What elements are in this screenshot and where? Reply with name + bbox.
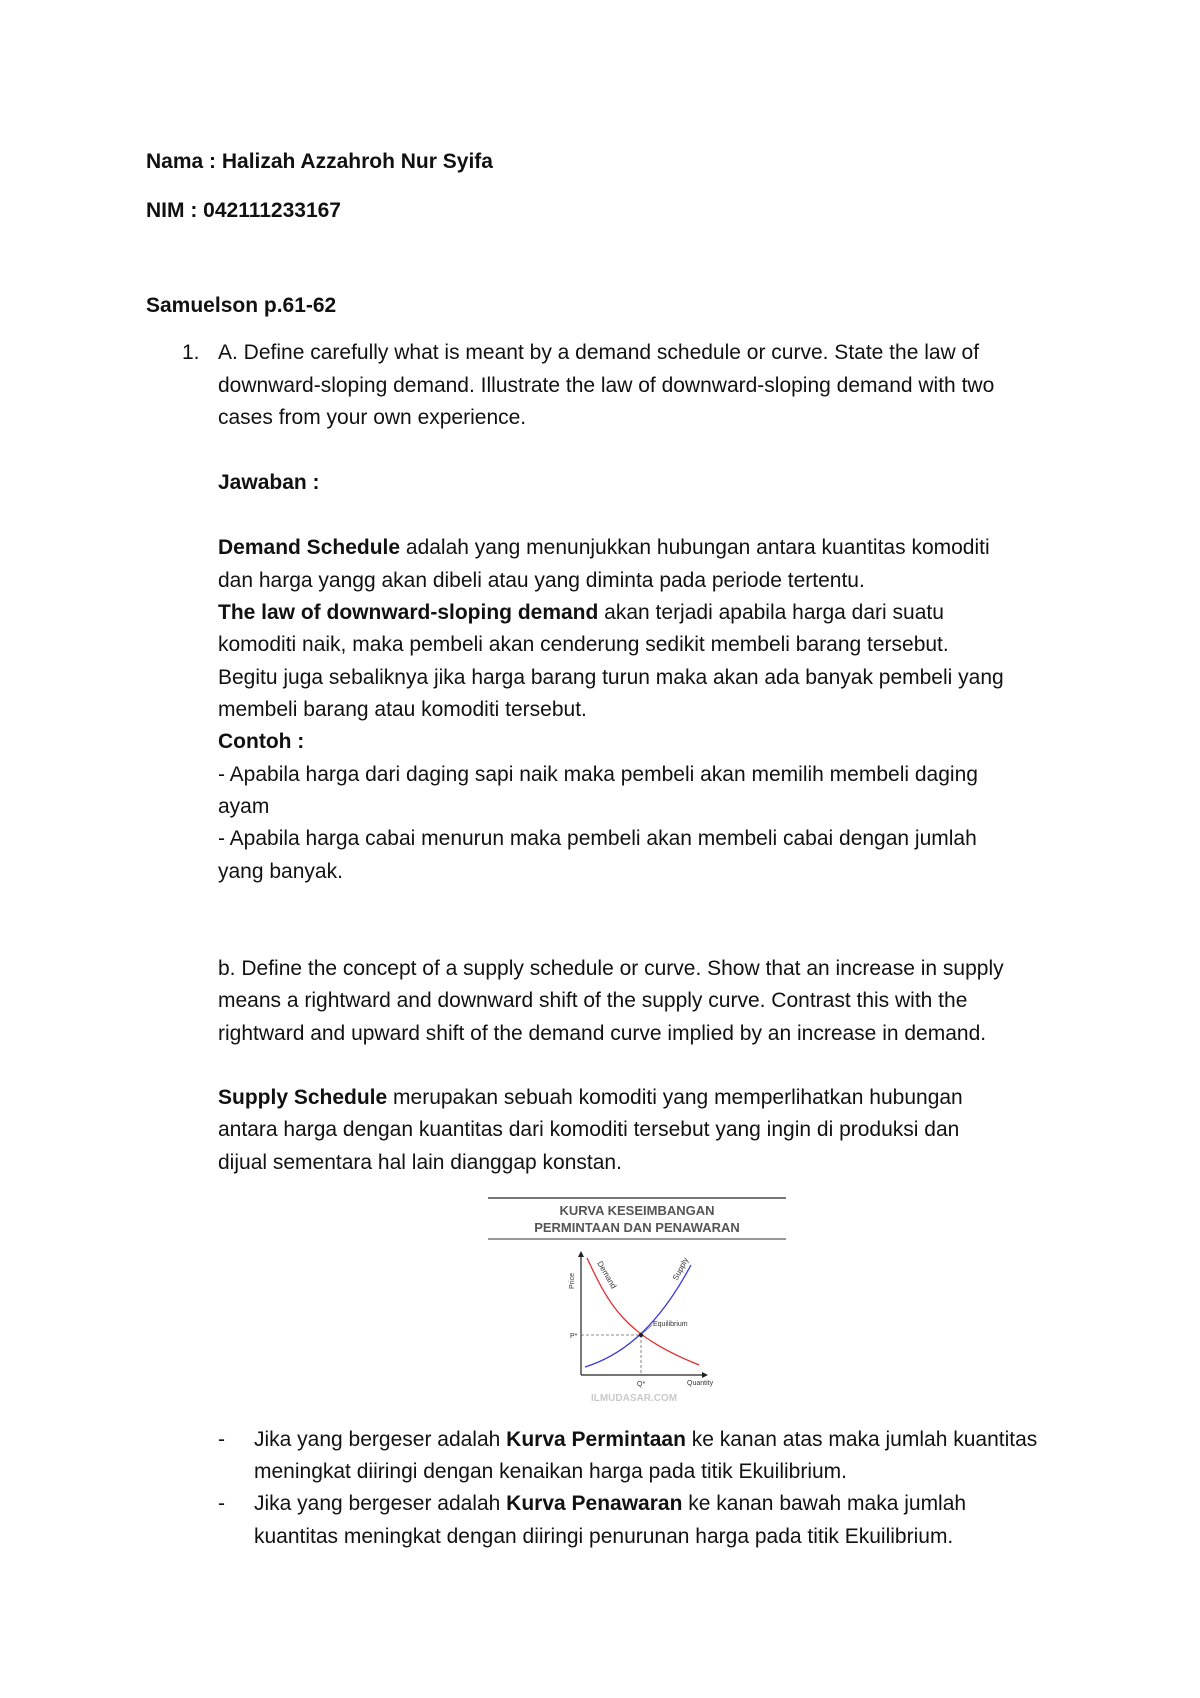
question-b-line: rightward and upward shift of the demand curve implied by an increase in demand.	[218, 1022, 987, 1045]
bullet-2-cont: kuantitas meningkat dengan diiringi penurunan harga pada titik Ekuilibrium.	[254, 1525, 954, 1548]
supply-schedule-text-3: dijual sementara hal lain dianggap konstan.	[218, 1151, 622, 1174]
demand-schedule-term: Demand Schedule	[218, 536, 401, 559]
bullet-1	[254, 1424, 1037, 1457]
equilibrium-label: Equilibrium	[653, 1321, 688, 1328]
figure-title-1: KURVA KESEIMBANGAN	[559, 1203, 715, 1218]
example-2: - Apabila harga cabai menurun maka pembeli akan membeli cabai dengan jumlah	[218, 827, 977, 850]
supply-schedule-definition	[218, 1082, 963, 1115]
bullet-2	[254, 1488, 966, 1521]
equilibrium-point	[639, 1333, 643, 1337]
example-1: - Apabila harga dari daging sapi naik maka pembeli akan memilih membeli daging	[218, 763, 978, 786]
figure-title-2: PERMINTAAN DAN PENAWARAN	[534, 1220, 740, 1235]
question-b-line: means a rightward and downward shift of the supply curve. Contrast this with the	[218, 989, 968, 1012]
supply-schedule-text: merupakan sebuah komoditi yang memperlihatkan hubungan	[387, 1086, 963, 1109]
demand-label: Demand	[595, 1259, 619, 1291]
equilibrium-figure	[484, 1195, 790, 1407]
bullet-1-post: ke kanan atas maka jumlah kuantitas	[685, 1428, 1038, 1451]
law-definition	[218, 597, 944, 630]
question-b-line: b. Define the concept of a supply schedule or curve. Show that an increase in supply	[218, 957, 1004, 980]
x-axis-label: Quantity	[687, 1380, 714, 1387]
q-label: Q*	[637, 1381, 646, 1388]
bullet-2-term: Kurva Penawaran	[506, 1492, 683, 1515]
demand-schedule-text-2: dan harga yangg akan dibeli atau yang diminta pada periode tertentu.	[218, 569, 865, 592]
law-text-2: komoditi naik, maka pembeli akan cenderung sedikit membeli barang tersebut.	[218, 633, 949, 656]
bullet-2-pre: Jika yang bergeser adalah	[254, 1492, 507, 1515]
bullet-1-pre: Jika yang bergeser adalah	[254, 1428, 507, 1451]
bullet-1-cont: meningkat diiringi dengan kenaikan harga pada titik Ekuilibrium.	[254, 1460, 848, 1483]
student-name: Nama : Halizah Azzahroh Nur Syifa	[146, 150, 493, 173]
section-title: Samuelson p.61-62	[146, 294, 337, 317]
y-axis-label: Price	[569, 1273, 576, 1289]
law-text-3: Begitu juga sebaliknya jika harga barang turun maka akan ada banyak pembeli yang	[218, 666, 1004, 689]
question-1-line: downward-sloping demand. Illustrate the law of downward-sloping demand with two	[218, 374, 995, 397]
law-text-4: membeli barang atau komoditi tersebut.	[218, 698, 587, 721]
demand-schedule-definition	[218, 532, 990, 565]
figure-watermark: ILMUDASAR.COM	[590, 1393, 678, 1404]
question-1-line: cases from your own experience.	[218, 406, 527, 429]
question-1-line: A. Define carefully what is meant by a demand schedule or curve. State the law of	[218, 341, 980, 364]
y-axis-arrow	[578, 1251, 584, 1257]
bullet-2-post: ke kanan bawah maka jumlah	[682, 1492, 967, 1515]
p-label: P*	[570, 1333, 578, 1340]
student-nim: NIM : 042111233167	[146, 199, 341, 222]
law-text: akan terjadi apabila harga dari suatu	[598, 601, 944, 624]
equilibrium-pointer	[643, 1325, 652, 1333]
bullet-dash: -	[218, 1492, 225, 1515]
supply-schedule-term: Supply Schedule	[218, 1086, 388, 1109]
x-axis-arrow	[702, 1372, 708, 1378]
example-label: Contoh :	[218, 730, 305, 753]
supply-label: Supply	[670, 1256, 691, 1282]
example-2-cont: yang banyak.	[218, 860, 343, 883]
example-1-cont: ayam	[218, 795, 270, 818]
bullet-1-term: Kurva Permintaan	[506, 1428, 686, 1451]
question-number: 1.	[182, 341, 200, 364]
supply-schedule-text-2: antara harga dengan kuantitas dari komoditi tersebut yang ingin di produksi dan	[218, 1118, 960, 1141]
demand-schedule-text: adalah yang menunjukkan hubungan antara kuantitas komoditi	[400, 536, 990, 559]
law-term: The law of downward-sloping demand	[218, 601, 599, 624]
answer-label: Jawaban :	[218, 471, 320, 494]
bullet-dash: -	[218, 1428, 225, 1451]
